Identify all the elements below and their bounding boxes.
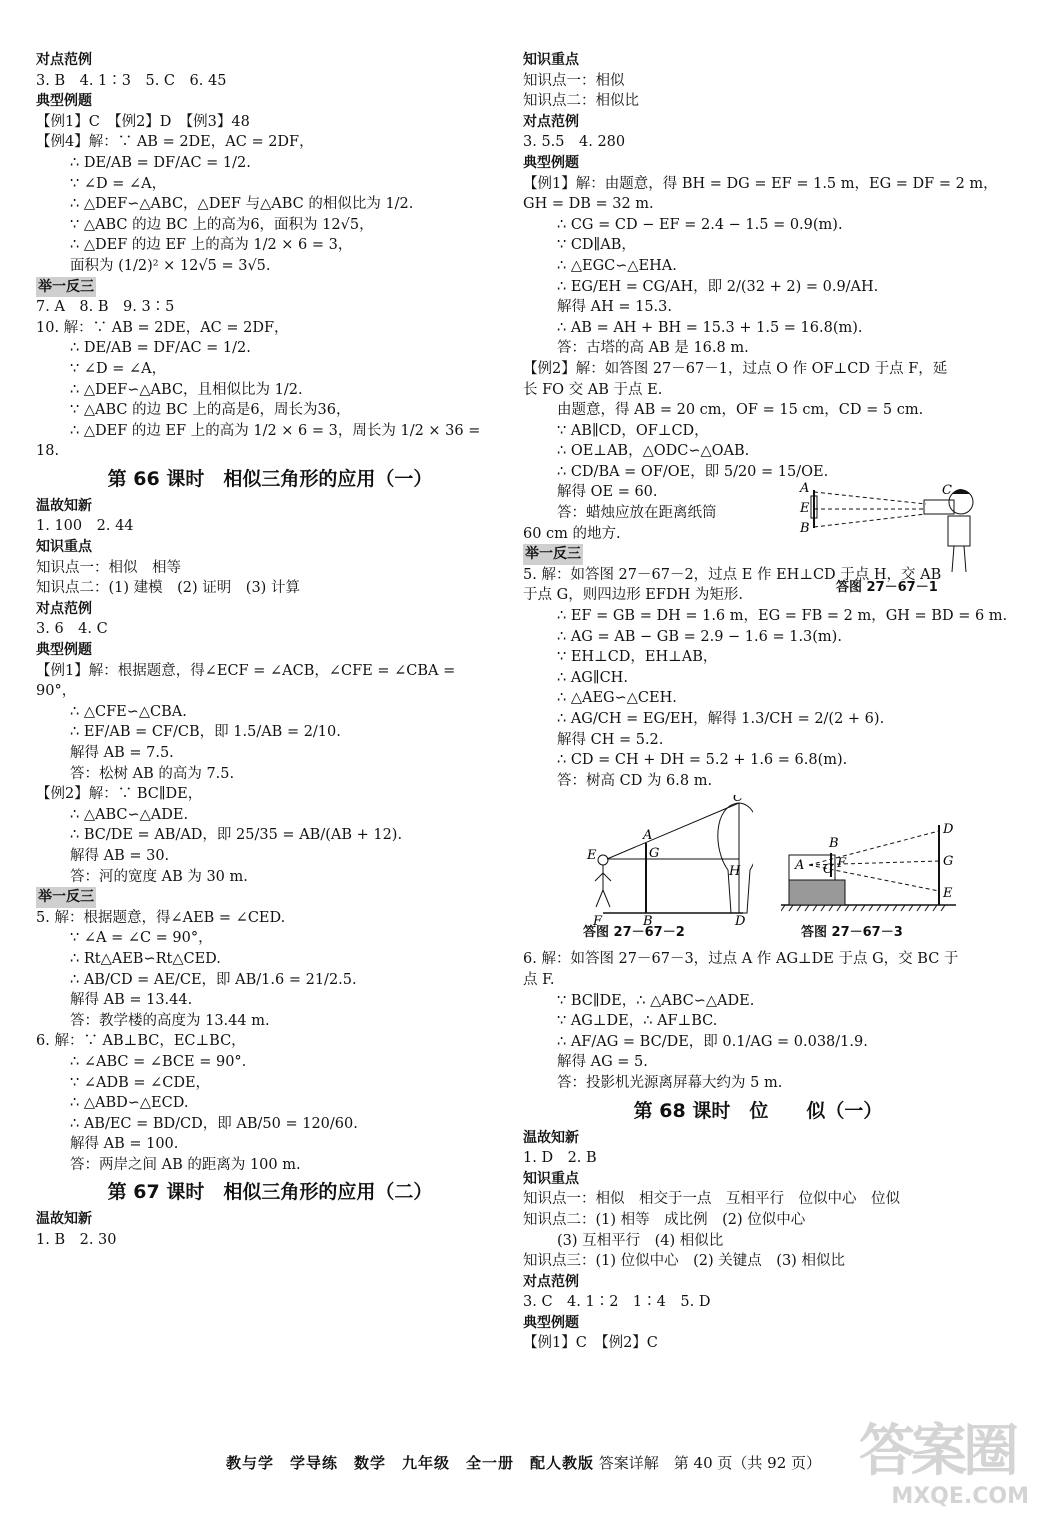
text-line: ∴ Rt△AEB∽Rt△CED. [70,950,221,967]
text-line: 解得 AB = 100. [70,1136,179,1153]
text-line: ∴ △DEF 的边 EF 上的高为 1/2 × 6 = 3，周长为 1/2 × 36 = [70,422,481,439]
text-line: 知识点一：相似 相交于一点 互相平行 位似中心 位似 [523,1191,900,1208]
fig2-label-d: D [735,914,746,926]
watermark-url: MXQE.COM [891,1484,1029,1509]
text-line: (3) 互相平行 (4) 相似比 [557,1232,724,1249]
text-line: ∴ AF/AG = BC/DE，即 0.1/AG = 0.038/1.9. [557,1033,868,1050]
text-line: ∵ ∠D = ∠A， [70,175,167,192]
fig3-label-f: F [837,856,847,872]
text-line: ∴ △DEF 的边 EF 上的高为 1/2 × 6 = 3， [70,237,353,254]
section-heading: 典型例题 [36,93,92,110]
lesson-title: 第 66 课时 相似三角形的应用（一） [107,467,433,490]
fig2-caption: 答图 27－67－2 [583,925,685,941]
text-line: 解得 AH = 15.3. [557,299,672,316]
text-line: 【例1】C 【例2】C [523,1335,658,1352]
right-column [523,50,1008,1354]
figure-27-67-2 [563,795,753,941]
text-line: 解得 AG = 5. [557,1054,648,1071]
text-line: 3. 5.5 4. 280 [523,134,626,151]
text-line: ∵ △ABC 的边 BC 上的高为6，面积为 12√5， [70,216,374,233]
section-heading: 温故知新 [36,1211,92,1228]
text-line: 答：教学楼的高度为 13.44 m. [70,1012,270,1029]
fig3-label-e: E [943,886,953,902]
section-heading: 举一反三 [523,544,583,565]
section-heading: 温故知新 [36,497,92,514]
text-line: 5. 解：根据题意，得∠AEB = ∠CED. [36,909,286,926]
text-line: 知识点二：相似比 [523,93,639,110]
figure-27-67-1 [796,480,986,595]
text-line: 解得 AB = 13.44. [70,992,193,1009]
text-line: GH = DB = 32 m. [523,196,654,213]
text-line: ∴ EF = GB = DH = 1.6 m，EG = FB = 2 m，GH = BD = 6 m. [557,608,1008,625]
text-line: 知识点三：(1) 位似中心 (2) 关键点 (3) 相似比 [523,1253,845,1270]
text-line: 解得 CH = 5.2. [557,731,664,748]
text-line: 知识点二：(1) 相等 成比例 (2) 位似中心 [523,1211,806,1228]
text-line: 3. 6 4. C [36,621,108,638]
section-heading: 举一反三 [36,277,96,298]
fig3-caption: 答图 27－67－3 [801,925,903,941]
footer-page-info: 答案详解 第 40 页（共 92 页） [598,1454,822,1472]
text-line: ∴ CG = CD − EF = 2.4 − 1.5 = 0.9(m). [557,216,843,233]
text-line: 90°， [36,683,77,700]
text-line: ∴ △CFE∽△CBA. [70,703,187,720]
fig1-label-b: B [800,521,810,536]
text-line: 【例2】解：如答图 27－67－1，过点 O 作 OF⊥CD 于点 F，延 [523,360,948,377]
section-heading: 知识重点 [36,539,92,556]
text-line: 3. C 4. 1∶2 1∶4 5. D [523,1294,711,1311]
section-heading: 举一反三 [36,887,96,908]
section-heading: 典型例题 [523,1314,579,1331]
text-line: ∴ EG/EH = CG/AH，即 2/(32 + 2) = 0.9/AH. [557,278,879,295]
figure-27-67-3 [781,795,961,941]
watermark-text: 答案圈 [859,1419,1015,1484]
text-line: ∴ DE/AB = DF/AC = 1/2. [70,340,251,357]
text-line: ∴ ∠ABC = ∠BCE = 90°. [70,1053,247,1070]
text-line: ∴ AG/CH = EG/EH，解得 1.3/CH = 2/(2 + 6). [557,711,885,727]
text-line: 知识点二：(1) 建模 (2) 证明 (3) 计算 [36,580,300,597]
text-line: 18. [36,443,60,460]
text-line: ∵ △ABC 的边 BC 上的高是6，周长为36， [70,402,351,419]
text-line: 6. 解：∵ AB⊥BC，EC⊥BC， [36,1033,246,1050]
text-line: ∴ △AEG∽△CEH. [557,690,677,707]
text-line: 【例2】解：∵ BC∥DE， [36,786,203,803]
text-line: ∴ EF/AB = CF/CB，即 1.5/AB = 2/10. [70,724,341,741]
text-line: 解得 AB = 7.5. [70,745,174,761]
fig3-label-c: C [823,862,833,878]
section-heading: 典型例题 [523,154,579,171]
text-line: ∴ △EGC∽△EHA. [557,257,677,274]
text-line: 10. 解：∵ AB = 2DE，AC = 2DF， [36,319,289,336]
text-line: 答：树高 CD 为 6.8 m. [557,772,713,789]
text-line: ∵ CD∥AB， [557,237,636,254]
text-line: 知识点一：相似 [523,72,625,89]
text-line: ∴ AB = AH + BH = 15.3 + 1.5 = 16.8(m). [557,319,863,336]
section-heading: 对点范例 [523,1273,579,1290]
text-line: 【例1】C 【例2】D 【例3】48 [36,113,250,130]
text-line: ∵ ∠D = ∠A， [70,360,167,377]
fig1-caption: 答图 27－67－1 [836,580,938,595]
fig1-label-a: A [800,481,810,496]
text-line: ∴ AG = AB − GB = 2.9 − 1.6 = 1.3(m). [557,628,842,645]
text-line: 【例1】解：根据题意，得∠ECF = ∠ACB，∠CFE = ∠CBA = [36,662,456,679]
section-heading: 知识重点 [523,52,579,68]
text-line: ∴ △ABD∽△ECD. [70,1095,189,1112]
section-heading: 温故知新 [523,1129,579,1146]
section-heading-wrap [36,277,504,298]
text-line: 长 FO 交 AB 于点 E. [523,381,663,398]
fig1-label-c: C [942,483,952,498]
text-line: ∵ ∠A = ∠C = 90°， [70,930,213,947]
lesson-title: 第 68 课时 位 似（一） [633,1099,883,1122]
text-line: 3. B 4. 1∶3 5. C 6. 45 [36,72,227,89]
text-line: 解得 OE = 60. [557,484,658,501]
text-line: 【例1】解：由题意，得 BH = DG = EF = 1.5 m，EG = DF = 2 m， [523,175,998,192]
fig3-label-g: G [943,854,954,870]
text-line: 答：投影机光源离屏幕大约为 5 m. [557,1074,783,1091]
fig2-label-c: C [733,795,743,806]
text-line: 解得 AB = 30. [70,847,170,864]
left-column [36,50,504,1251]
text-line: 1. 100 2. 44 [36,518,134,535]
text-line: 答：蜡烛应放在距离纸筒 [557,505,717,522]
fig2-label-b: B [643,914,653,926]
text-line: 6. 解：如答图 27－67－3，过点 A 作 AG⊥DE 于点 G，交 BC 于 [523,951,959,968]
text-line: ∵ AB∥CD，OF⊥CD， [557,422,709,439]
fig3-label-a: A [795,858,805,874]
text-line: 面积为 (1/2)² × 12√5 = 3√5. [70,257,271,274]
section-heading: 典型例题 [36,642,92,659]
fig2-label-h: H [729,864,741,880]
section-heading: 对点范例 [36,600,92,617]
text-line: 知识点一：相似 相等 [36,559,181,576]
figure-row [523,795,993,945]
section-heading: 对点范例 [36,52,92,68]
section-heading-wrap [36,887,504,908]
text-line: 1. D 2. B [523,1150,597,1167]
text-line: 7. A 8. B 9. 3∶5 [36,299,175,316]
section-heading: 对点范例 [523,113,579,130]
text-line: 答：松树 AB 的高为 7.5. [70,765,235,782]
text-line: ∴ AB/EC = BD/CD，即 AB/50 = 120/60. [70,1115,358,1132]
watermark-logo [859,1420,1029,1516]
text-line: 60 cm 的地方. [523,525,621,542]
section-heading: 知识重点 [523,1170,579,1187]
text-line: 【例4】解：∵ AB = 2DE，AC = 2DF， [36,134,314,151]
right-bottom-block [523,949,993,1354]
text-line: ∴ △DEF∽△ABC，且相似比为 1/2. [70,381,303,398]
text-line: 5. 解：如答图 27－67－2，过点 E 作 EH⊥CD 于点 H，交 AB [523,566,942,583]
text-line: ∵ EH⊥CD，EH⊥AB， [557,649,718,666]
lesson-title: 第 67 课时 相似三角形的应用（二） [107,1181,433,1204]
text-line: ∵ AG⊥DE，∴ AF⊥BC. [557,1013,718,1030]
text-line: ∴ △ABC∽△ADE. [70,806,189,823]
fig2-label-e: E [587,848,597,864]
text-line: ∴ AB/CD = AE/CE，即 AB/1.6 = 21/2.5. [70,971,357,988]
text-line: ∴ DE/AB = DF/AC = 1/2. [70,154,251,171]
fig3-label-d: D [943,822,954,838]
text-line: ∵ ∠ADB = ∠CDE， [70,1074,211,1091]
text-line: 于点 G，则四边形 EFDH 为矩形. [523,587,743,604]
fig3-label-b: B [829,836,839,852]
text-line: 答：两岸之间 AB 的距离为 100 m. [70,1156,301,1173]
text-line: ∴ AG∥CH. [557,669,628,686]
text-line: ∴ CD/BA = OF/OE，即 5/20 = 15/OE. [557,463,829,480]
text-line: ∴ CD = CH + DH = 5.2 + 1.6 = 6.8(m). [557,752,848,769]
text-line: 答：古塔的高 AB 是 16.8 m. [557,340,749,357]
text-line: ∴ BC/DE = AB/AD，即 25/35 = AB/(AB + 12). [70,827,403,844]
text-line: 点 F. [523,971,555,988]
text-line: ∵ BC∥DE，∴ △ABC∽△ADE. [557,992,755,1009]
footer-series: 教与学 学导练 数学 九年级 全一册 配人教版 [225,1454,594,1472]
fig1-label-e: E [800,501,810,516]
fig2-label-a: A [643,828,653,844]
text-line: 答：河的宽度 AB 为 30 m. [70,868,248,885]
text-line: 1. B 2. 30 [36,1232,117,1249]
right-top-block [523,50,1008,791]
text-line: ∴ △DEF∽△ABC，△DEF 与△ABC 的相似比为 1/2. [70,196,414,213]
fig2-label-g: G [649,846,660,862]
text-line: 由题意，得 AB = 20 cm，OF = 15 cm，CD = 5 cm. [557,402,924,419]
fig2-label-f: F [593,914,603,926]
text-line: ∴ OE⊥AB，△ODC∽△OAB. [557,443,750,460]
